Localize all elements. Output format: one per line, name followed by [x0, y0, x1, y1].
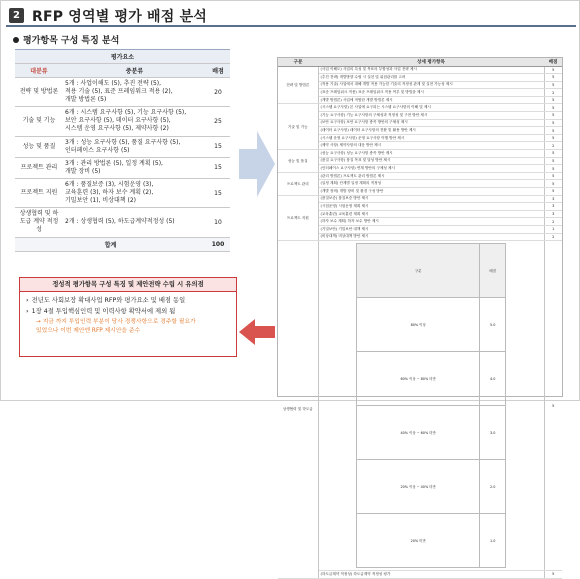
criteria-score: 5: [544, 165, 562, 173]
criteria-item: (제약 사항) 제약사항의 대응 방안 제시: [318, 142, 544, 150]
criteria-item: (교육훈련) 교육훈련 계획 제시: [318, 210, 544, 218]
criteria-score: 5: [544, 104, 562, 112]
page-title: RFP 영역별 평가 배점 분석: [32, 9, 208, 25]
coop-score-matrix-cell: [318, 241, 544, 571]
row-description: 6개 : 시스템 요구사항 (5), 기능 요구사항 (5), 보안 요구사항 (5), 데이터 요구사항 (5), 시스템 운영 요구사항 (5), 제약사항 (2): [63, 107, 206, 136]
table-row: [278, 150, 562, 158]
table-row: [278, 172, 562, 180]
note-body: [20, 292, 236, 339]
coop-score-matrix: 구분 배점 80% 이상 5.0 60% 이상 ~ 80% 미만 4.0 40% 이상 ~ 60% 미만 3.0 20% 이상 ~ 40% 미만 2.0 20% 미만 1.0: [356, 243, 506, 568]
row-points: 25: [206, 107, 230, 136]
table-row: [278, 195, 562, 203]
table-row: [278, 81, 562, 89]
section-number-badge: 2: [9, 8, 24, 23]
table-row: [278, 203, 562, 211]
criteria-item: (하도급계약 적정성) 하도급계약 적정성 평가: [318, 571, 544, 579]
table-row: [278, 119, 562, 127]
table-row: [278, 112, 562, 120]
table-row: [15, 208, 230, 237]
criteria-item: (품질보증) 품질보증 방안 제시: [318, 195, 544, 203]
criteria-item: (기밀보안) 기밀보안 대책 제시: [318, 225, 544, 233]
table-row: [278, 157, 562, 165]
criteria-item: (개발 방법론) 사업에 적합한 개발 방법론 제시: [318, 96, 544, 104]
criteria-item: (표준 프레임워크 적용) 표준 프레임워크 적용 여부 및 방법을 제시: [318, 89, 544, 97]
criteria-score: 5: [544, 74, 562, 82]
criteria-item: (데이터 요구사항) 데이터 요구사항의 전환 및 활용 방안 제시: [318, 127, 544, 135]
group-label: 프로젝트 지원: [278, 195, 318, 241]
table-group-header: 평가요소: [15, 50, 230, 64]
table-row: [278, 233, 562, 241]
section-title-text: 평가항목 구성 특징 분석: [23, 36, 120, 46]
criteria-score: 5: [544, 127, 562, 135]
col-header-group: 구분: [278, 58, 318, 66]
criteria-score: 2: [544, 89, 562, 97]
table-row: [278, 89, 562, 97]
row-points: 10: [206, 208, 230, 237]
table-row: [278, 188, 562, 196]
criteria-item: (시스템 운영 요구사항) 운영 요구사항 이행 방안 제시: [318, 134, 544, 142]
table-row: [278, 74, 562, 82]
row-points: 20: [206, 78, 230, 107]
table-row: [15, 78, 230, 107]
note-heading: 정성적 평가항목 구성 특징 및 제안전략 수립 시 유의점: [20, 278, 236, 292]
criteria-score: 5: [544, 150, 562, 158]
table-row: [278, 210, 562, 218]
note-line: › 1장 4절 투입핵심인력 및 이력사항 확약서에 제외 됨: [26, 308, 176, 316]
criteria-item: (기능 요구사항) 기능 요구사항의 구체성과 적정성 및 구현 방안 제시: [318, 112, 544, 120]
criteria-item: (시스템 요구사항) 본 사업에 요구되는 시스템 요구사항의 이해 및 제시: [318, 104, 544, 112]
group-label: 상생협력 및 하도급: [278, 241, 318, 579]
total-row: [15, 237, 230, 251]
right-arrow-icon: [239, 129, 275, 199]
table-row: [15, 157, 230, 178]
col-header-category: 대분류: [15, 64, 63, 78]
criteria-item: (품질 요구사항) 품질 목표 및 달성 방안 제시: [318, 157, 544, 165]
criteria-score: 2: [544, 142, 562, 150]
row-category: 프로젝트 관리: [15, 157, 63, 178]
criteria-item: (하자 보수 계획) 하자 보수 방안 제시: [318, 218, 544, 226]
criteria-score: 5: [544, 81, 562, 89]
criteria-score: 5: [544, 134, 562, 142]
criteria-score: 5: [544, 66, 562, 74]
table-row: [278, 127, 562, 135]
criteria-score: 2: [544, 218, 562, 226]
row-category: 성능 및 품질: [15, 136, 63, 157]
row-description: 3개 : 관리 방법론 (5), 일정 계획 (5), 개발 장비 (5): [63, 157, 206, 178]
row-points: 15: [206, 136, 230, 157]
row-category: 전략 및 방법론: [15, 78, 63, 107]
table-row: [278, 225, 562, 233]
chevron-right-icon: ›: [26, 308, 29, 316]
table-row: [278, 134, 562, 142]
col-header-item: 상세 평가항목: [318, 58, 544, 66]
col-header-points: 배점: [206, 64, 230, 78]
criteria-score: 5: [544, 119, 562, 127]
table-row: [278, 241, 562, 571]
row-description: 3개 : 성능 요구사항 (5), 품질 요구사항 (5), 인터페이스 요구사항 (5): [63, 136, 206, 157]
criteria-item: (비상대책) 비상대책 방안 제시: [318, 233, 544, 241]
criteria-item: (일정 계획) 단계별 일정 계획의 적정성: [318, 180, 544, 188]
row-description: 6개 : 품질보증 (3), 시험운영 (3), 교육훈련 (3), 하자 보수 계획 (2), 기밀보안 (1), 비상대책 (2): [63, 178, 206, 207]
note-line: › 전년도 사회보장 확대사업 RFP와 평가요소 및 배점 동일: [26, 297, 186, 304]
criteria-item: (시험운영) 시험운영 계획 제시: [318, 203, 544, 211]
total-points: 100: [206, 237, 230, 251]
criteria-score: 3: [544, 210, 562, 218]
col-header-subcategory: 중분류: [63, 64, 206, 78]
criteria-item: (추진 전략) 개발방향 수립 시 실천 및 위험관리를 고려: [318, 74, 544, 82]
header: [6, 5, 576, 27]
criteria-item: (관리 방법론) 프로젝트 관리 방법론 제시: [318, 172, 544, 180]
detail-criteria-panel: [277, 57, 563, 577]
col-header-score: 배점: [544, 58, 562, 66]
row-category: 프로젝트 지원: [15, 178, 63, 207]
table-row: [278, 180, 562, 188]
left-arrow-icon: [239, 319, 275, 345]
criteria-score: 2: [544, 233, 562, 241]
chevron-right-icon: ›: [26, 297, 29, 304]
criteria-score: 5: [544, 241, 562, 571]
note-subtext: 있었으나 이번 제안엔 RFP 제시안을 준수: [36, 327, 141, 334]
total-label: 합계: [15, 237, 206, 251]
criteria-score: 1: [544, 225, 562, 233]
row-points: 15: [206, 178, 230, 207]
group-label: 성능 및 품질: [278, 150, 318, 173]
criteria-item: (적용 기술) 사업에서 대해 개발 적용 가능한 기술의 적정성 관계 및 실현 가능성 제시: [318, 81, 544, 89]
detail-criteria-table: [278, 58, 562, 579]
section-title: [13, 33, 119, 46]
group-label: 전략 및 방법론: [278, 66, 318, 104]
row-category: 상생협력 및 하도급 계약 적정성: [15, 208, 63, 237]
bullet-icon: [13, 37, 19, 43]
group-label: 프로젝트 관리: [278, 172, 318, 195]
row-description: 2개 : 상생협력 (5), 하도급계약적정성 (5): [63, 208, 206, 237]
table-row: [278, 142, 562, 150]
criteria-score: 5: [544, 180, 562, 188]
table-row: [278, 96, 562, 104]
criteria-item: (인터페이스 요구사항) 연계 방안의 구체성 제시: [318, 165, 544, 173]
table-row: [278, 165, 562, 173]
criteria-item: (보안 요구사항) 보안 요구사항 충족 방안의 구체성 제시: [318, 119, 544, 127]
criteria-score: 5: [544, 571, 562, 579]
note-subtext: → 지금 까지 투입인력 부분이 당사 경쟁사항으로 경주할 필요가: [36, 319, 196, 326]
criteria-score: 5: [544, 188, 562, 196]
row-category: 기술 및 기능: [15, 107, 63, 136]
table-row: [15, 178, 230, 207]
row-description: 5개 : 사업이해도 (5), 추진 전략 (5), 적용 기술 (5), 표준 프레임워크 적용 (2), 개발 방법론 (5): [63, 78, 206, 107]
table-row: [278, 66, 562, 74]
criteria-score: 3: [544, 203, 562, 211]
criteria-score: 5: [544, 172, 562, 180]
table-row: [278, 571, 562, 579]
criteria-score: 5: [544, 112, 562, 120]
criteria-item: (개발 장비) 개발 장비 및 환경 구성 방안: [318, 188, 544, 196]
criteria-score: 5: [544, 96, 562, 104]
criteria-item: (성능 요구사항) 성능 요구사항 충족 방안 제시: [318, 150, 544, 158]
table-row: [15, 107, 230, 136]
table-row: [278, 218, 562, 226]
criteria-score: 5: [544, 157, 562, 165]
strategy-note-box: [19, 277, 237, 357]
row-points: 15: [206, 157, 230, 178]
evaluation-summary-table: [15, 49, 230, 252]
table-row: [15, 136, 230, 157]
criteria-item: (사업 이해도) 사업의 특성 및 목표의 부합성과 사업 전략 제시: [318, 66, 544, 74]
table-row: [278, 104, 562, 112]
criteria-score: 3: [544, 195, 562, 203]
group-label: 기술 및 기능: [278, 104, 318, 150]
